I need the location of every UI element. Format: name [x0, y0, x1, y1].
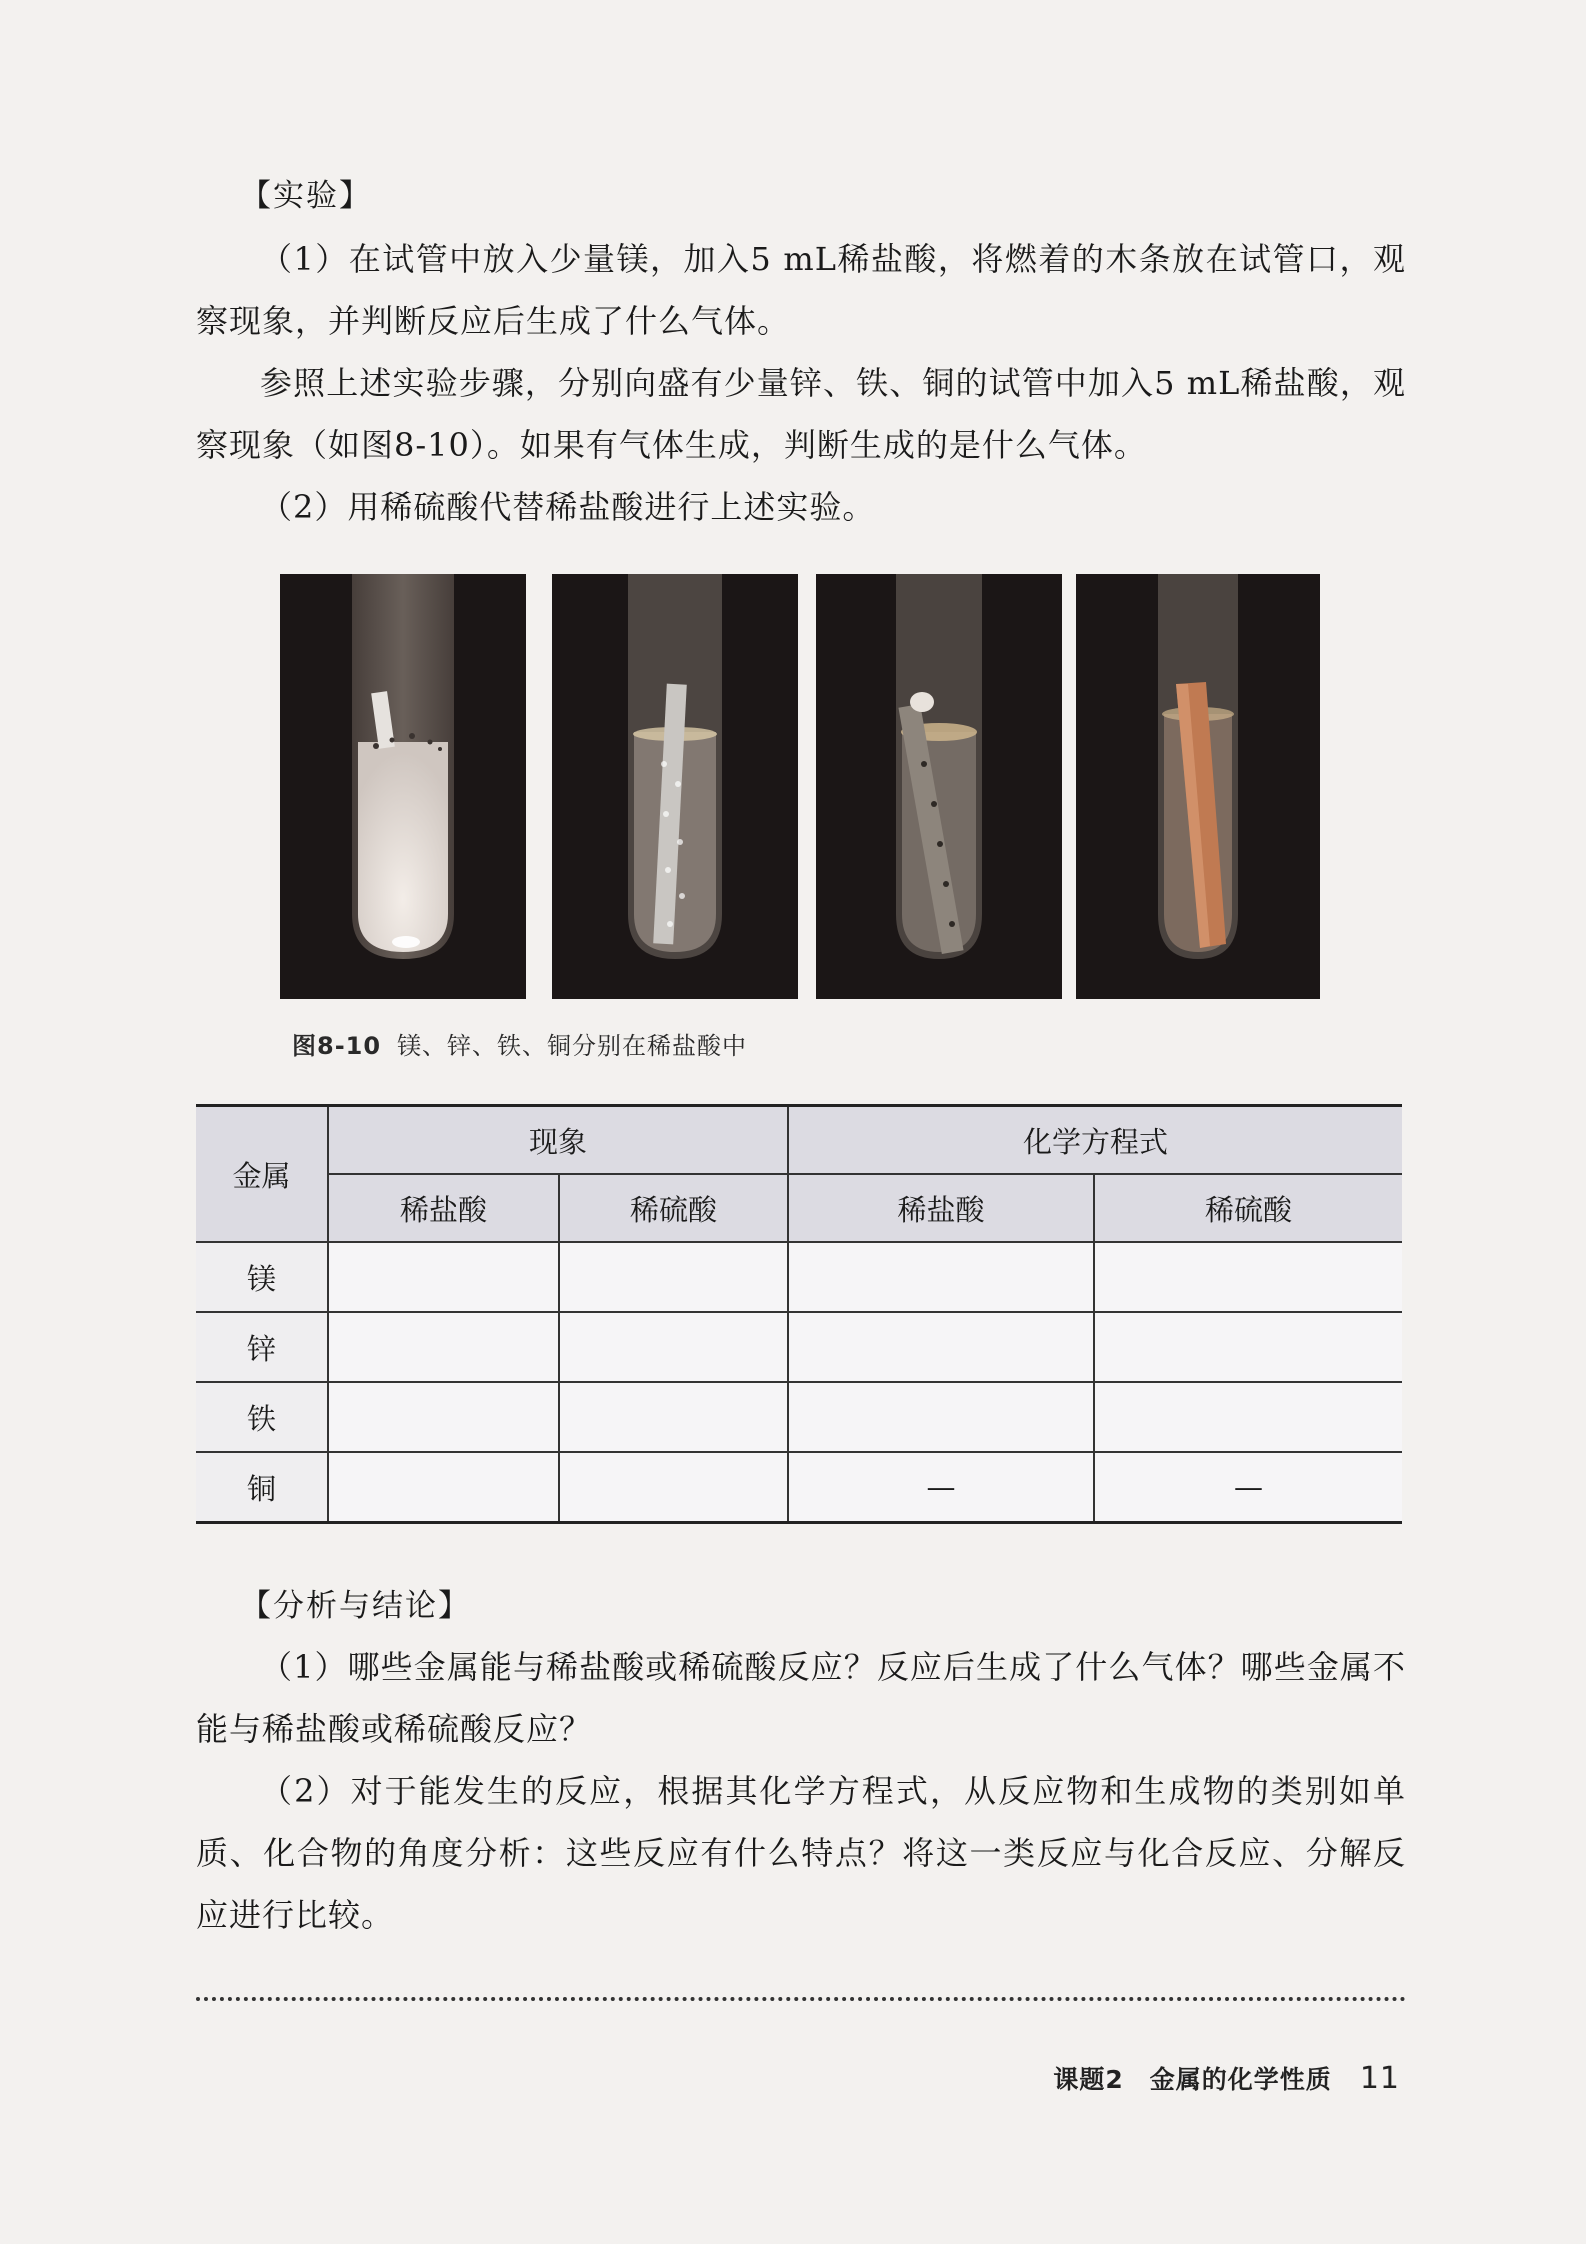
table-cell: [328, 1242, 559, 1312]
magnesium-tube-photo: [280, 574, 526, 999]
table-cell: [328, 1382, 559, 1452]
table-cell: [788, 1382, 1094, 1452]
table-row-iron: [196, 1382, 1402, 1452]
figure-number: 图8-10: [292, 1032, 382, 1060]
zinc-tube-photo: [552, 574, 798, 999]
metal-name: 镁: [196, 1242, 328, 1312]
analysis-heading: 【分析与结论】: [240, 1588, 471, 1624]
metal-name: 铜: [196, 1452, 328, 1523]
header-metal: 金属: [196, 1106, 328, 1243]
table-cell: [1094, 1382, 1402, 1452]
experiment-step-1-extension: 参照上述实验步骤，分别向盛有少量锌、铁、铜的试管中加入5 mL稀盐酸，观察现象（如图8-10）。如果有气体生成，判断生成的是什么气体。: [196, 364, 1406, 464]
table-cell: [559, 1382, 788, 1452]
subheader-equation-hcl: 稀盐酸: [788, 1174, 1094, 1242]
table-cell: [788, 1242, 1094, 1312]
header-chemical-equation: 化学方程式: [788, 1106, 1402, 1175]
observation-table: [196, 1104, 1402, 1524]
table-row-zinc: [196, 1312, 1402, 1382]
table-cell: [1094, 1312, 1402, 1382]
table-cell: [328, 1312, 559, 1382]
no-reaction-dash: —: [1094, 1452, 1402, 1523]
analysis-question-2: （2）对于能发生的反应，根据其化学方程式，从反应物和生成物的类别如单质、化合物的角度分析：这些反应有什么特点？将这一类反应与化合反应、分解反应进行比较。: [196, 1772, 1406, 1934]
page-footer: [1053, 2060, 1400, 2096]
page-number: 11: [1359, 2061, 1400, 2096]
analysis-question-1: （1）哪些金属能与稀盐酸或稀硫酸反应？反应后生成了什么气体？哪些金属不能与稀盐酸或稀硫酸反应？: [196, 1648, 1406, 1748]
table-cell: [788, 1312, 1094, 1382]
table-cell: [559, 1242, 788, 1312]
dotted-divider: [196, 1997, 1406, 2001]
subheader-phenomenon-hcl: 稀盐酸: [328, 1174, 559, 1242]
no-reaction-dash: —: [788, 1452, 1094, 1523]
experiment-heading: 【实验】: [240, 178, 372, 214]
table-cell: [559, 1312, 788, 1382]
metal-name: 铁: [196, 1382, 328, 1452]
figure-caption: [292, 1026, 747, 1061]
experiment-step-1: （1）在试管中放入少量镁，加入5 mL稀盐酸，将燃着的木条放在试管口，观察现象，并判断反应后生成了什么气体。: [196, 240, 1406, 340]
table-cell: [559, 1452, 788, 1523]
iron-tube-photo: [816, 574, 1062, 999]
subheader-equation-h2so4: 稀硫酸: [1094, 1174, 1402, 1242]
copper-tube-photo: [1076, 574, 1320, 999]
experiment-step-2: （2）用稀硫酸代替稀盐酸进行上述实验。: [260, 488, 876, 526]
table-cell: [328, 1452, 559, 1523]
figure-caption-text: 镁、锌、铁、铜分别在稀盐酸中: [397, 1032, 748, 1060]
header-phenomenon: 现象: [328, 1106, 788, 1175]
subheader-phenomenon-h2so4: 稀硫酸: [559, 1174, 788, 1242]
figure-8-10-photos: [280, 574, 1320, 999]
chapter-title: 课题2 金属的化学性质: [1053, 2065, 1332, 2094]
table-row-copper: [196, 1452, 1402, 1523]
metal-name: 锌: [196, 1312, 328, 1382]
table-cell: [1094, 1242, 1402, 1312]
table-row-magnesium: [196, 1242, 1402, 1312]
